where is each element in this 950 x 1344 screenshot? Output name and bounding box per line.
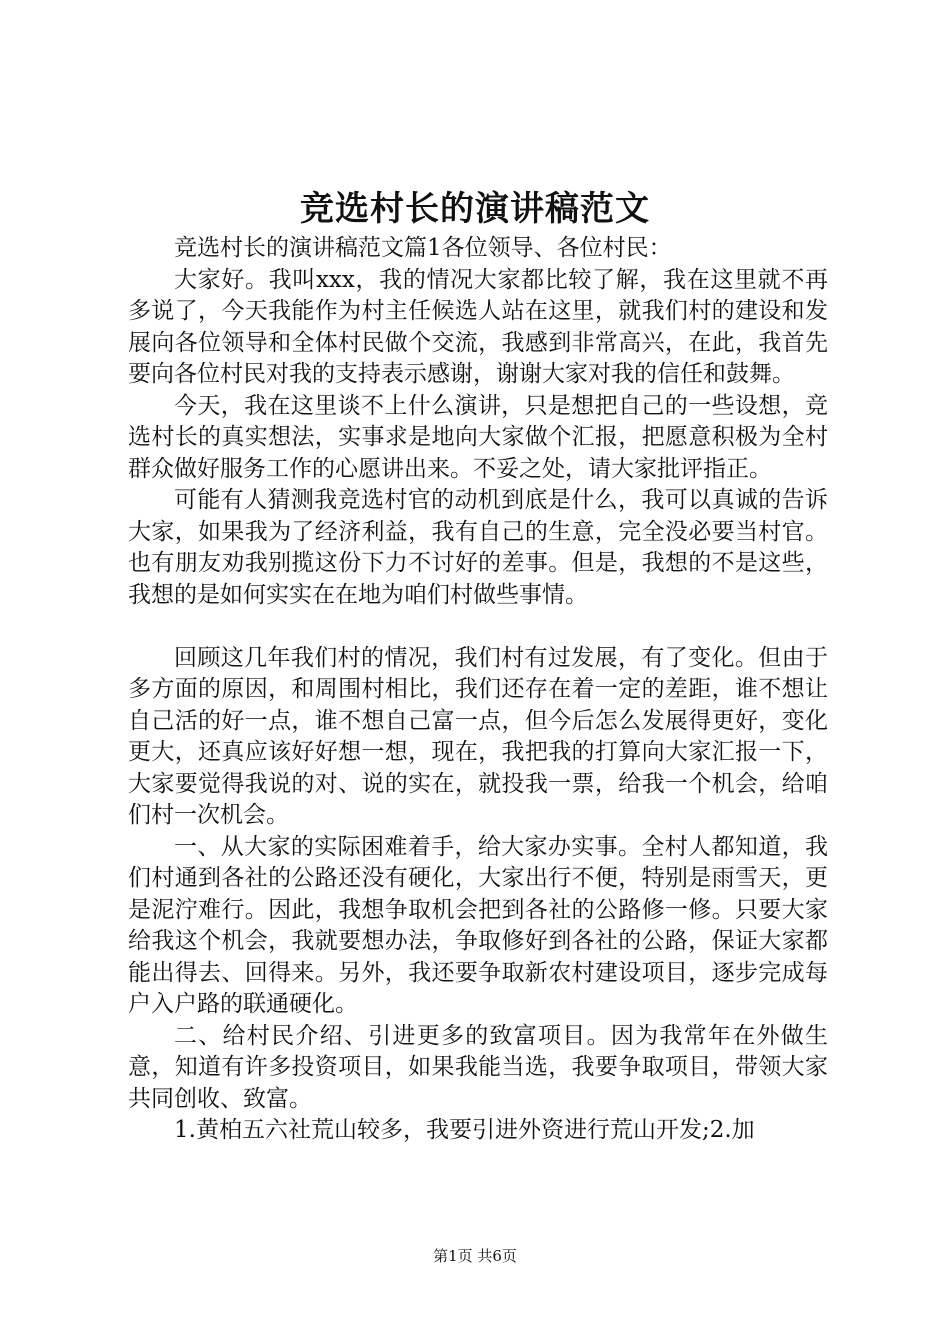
paragraph-plan-two: 二、给村民介绍、引进更多的致富项目。因为我常年在外做生意，知道有许多投资项目，如果我能当选，我要争取项目，带领大家共同创收、致富。 (128, 1022, 828, 1112)
paragraph-purpose: 今天，我在这里谈不上什么演讲，只是想把自己的一些设想，竞选村长的真实想法，实事求是地向大家做个汇报，把愿意积极为全村群众做好服务工作的心愿讲出来。不妥之处，请大家批评指正。 (128, 392, 828, 482)
paragraph-plan-one: 一、从大家的实际困难着手，给大家办实事。全村人都知道，我们村通到各社的公路还没有硬化，大家出行不便，特别是雨雪天，更是泥泞难行。因此，我想争取机会把到各社的公路修一修。只要大家给我这个机会，我就要想办法，争取修好到各社的公路，保证大家都能出得去、回得来。另外，我还要争取新农村建设项目，逐步完成每户入户路的联通硬化。 (128, 833, 828, 1017)
paragraph-plan-items: 1.黄柏五六社荒山较多，我要引进外资进行荒山开发;2.加 (174, 1117, 755, 1143)
document-title: 竞选村长的演讲稿范文 (300, 189, 650, 229)
document-body (128, 233, 828, 1147)
paragraph-review: 回顾这几年我们村的情况，我们村有过发展，有了变化。但由于多方面的原因，和周围村相比，我们还存在着一定的差距，谁不想让自己活的好一点，谁不想自己富一点，但今后怎么发展得更好，变化更大，还真应该好好想一想，现在，我把我的打算向大家汇报一下，大家要觉得我说的对、说的实在，就投我一票，给我一个机会，给咱们村一次机会。 (128, 644, 828, 828)
paragraph-greeting: 竞选村长的演讲稿范文篇1各位领导、各位村民： (174, 235, 672, 261)
paragraph-motivation: 可能有人猜测我竞选村官的动机到底是什么，我可以真诚的告诉大家，如果我为了经济利益，我有自己的生意，完全没必要当村官。也有朋友劝我别揽这份下力不讨好的差事。但是，我想的不是这些，我想的是如何实实在在地为咱们村做些事情。 (128, 487, 828, 608)
paragraph-introduction: 大家好。我叫xxx，我的情况大家都比较了解，我在这里就不再多说了，今天我能作为村主任候选人站在这里，就我们村的建设和发展向各位领导和全体村民做个交流，我感到非常高兴，在此，我首先要向各位村民对我的支持表示感谢，谢谢大家对我的信任和鼓舞。 (128, 266, 828, 387)
page-number-footer: 第1页 共6页 (433, 1247, 517, 1265)
